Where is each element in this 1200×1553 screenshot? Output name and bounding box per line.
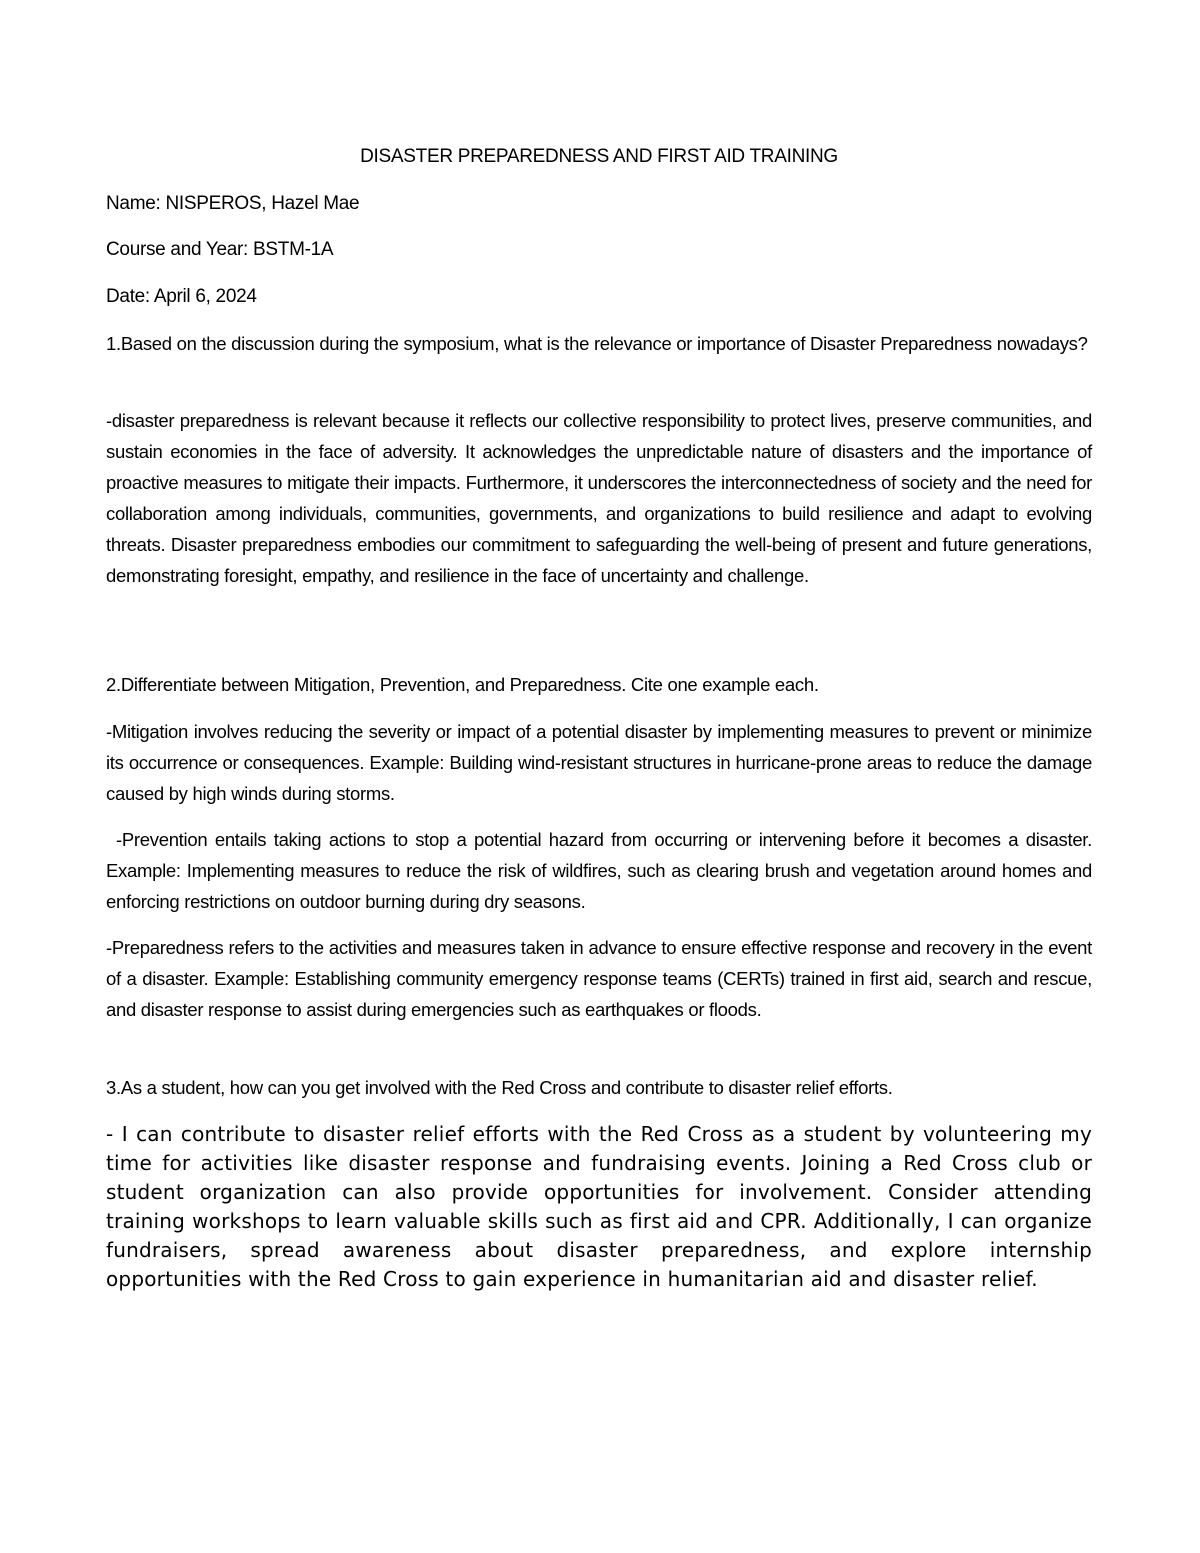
question-3: 3.As a student, how can you get involved with the Red Cross and contribute to disaster relief efforts. [106,1077,893,1098]
answer-2-preparedness: -Preparedness refers to the activities and measures taken in advance to ensure effective response and recovery in the event of a disaster. Example: Establishing community emergency response teams (CERTs) trained in first aid, search and rescue, and disaster response to assist during emergencies such as earthquakes or floods. [106,937,1092,1020]
question-1: 1.Based on the discussion during the symposium, what is the relevance or importance of Disaster Preparedness nowadays? [106,333,1088,354]
answer-2-mitigation: -Mitigation involves reducing the severity or impact of a potential disaster by implementing measures to prevent or minimize its occurrence or consequences. Example: Building wind-resistant structures in hurricane-prone areas to reduce the damage caused by high winds during storms. [106,721,1092,804]
course-and-year: Course and Year: BSTM-1A [106,239,334,260]
answer-2-prevention: -Prevention entails taking actions to stop a potential hazard from occurring or intervening before it becomes a disaster. Example: Implementing measures to reduce the risk of wildfires, such as clearing brush and vegetation around homes and enforcing restrictions on outdoor burning during dry seasons. [106,829,1092,912]
student-name: Name: NISPEROS, Hazel Mae [106,193,360,214]
document-title: DISASTER PREPAREDNESS AND FIRST AID TRAINING [360,146,838,167]
answer-3: - I can contribute to disaster relief efforts with the Red Cross as a student by volunteering my time for activities like disaster response and fundraising events. Joining a Red Cross club or student organization can also provide opportunities for involvement. Consider attending training workshops to learn valuable skills such as first aid and CPR. Additionally, I can organize fundraisers, spread awareness about disaster preparedness, and explore internship opportunities with the Red Cross to gain experience in humanitarian aid and disaster relief. [106,1122,1092,1291]
question-2: 2.Differentiate between Mitigation, Prevention, and Preparedness. Cite one example each. [106,674,819,695]
document-page [106,0,1092,1553]
answer-1: -disaster preparedness is relevant because it reflects our collective responsibility to protect lives, preserve communities, and sustain economies in the face of adversity. It acknowledges the unpredictable nature of disasters and the importance of proactive measures to mitigate their impacts. Furthermore, it underscores the interconnectedness of society and the need for collaboration among individuals, communities, governments, and organizations to build resilience and adapt to evolving threats. Disaster preparedness embodies our commitment to safeguarding the well-being of present and future generations, demonstrating foresight, empathy, and resilience in the face of uncertainty and challenge. [106,410,1092,586]
document-date: Date: April 6, 2024 [106,286,257,307]
